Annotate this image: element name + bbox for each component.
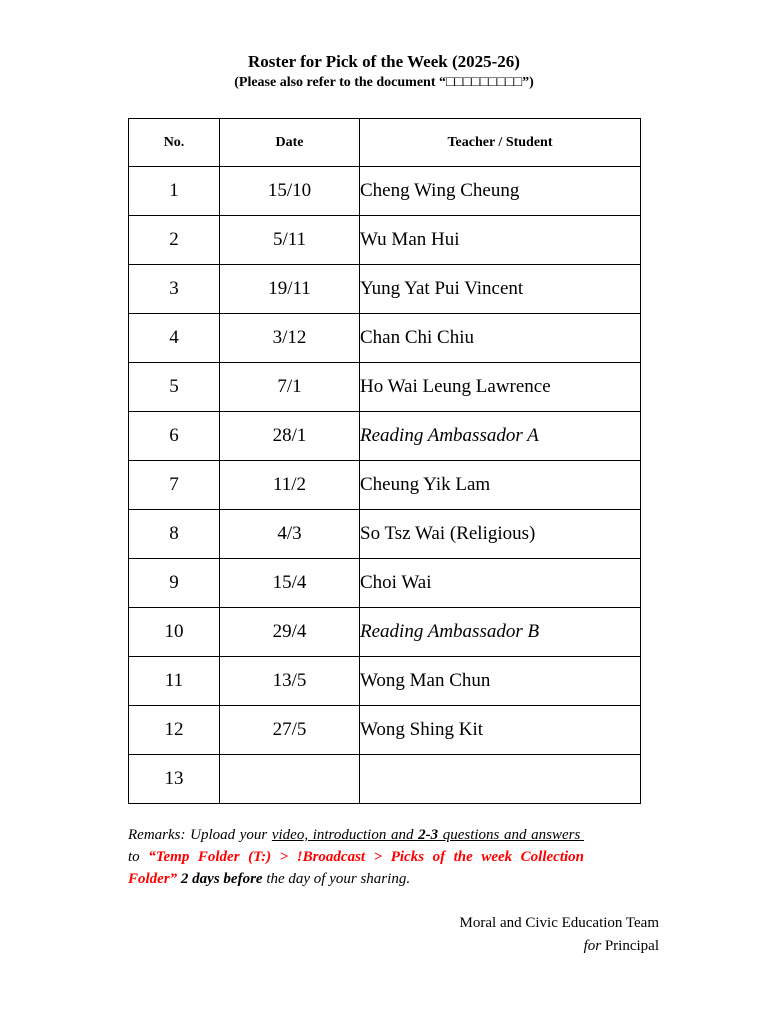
remarks-paragraph (128, 824, 584, 890)
remarks-label: Remarks: (128, 827, 186, 843)
cell-name: Wong Man Chun (360, 657, 641, 706)
cell-name: Chan Chi Chiu (360, 314, 641, 363)
table-row (129, 412, 641, 461)
cell-date: 7/1 (220, 363, 360, 412)
cell-name: Wong Shing Kit (360, 706, 641, 755)
cell-date: 19/11 (220, 265, 360, 314)
cell-name (360, 755, 641, 804)
cell-date: 15/10 (220, 167, 360, 216)
cell-name: Reading Ambassador B (360, 608, 641, 657)
cell-no: 11 (129, 657, 220, 706)
table-row (129, 461, 641, 510)
cell-date: 15/4 (220, 559, 360, 608)
cell-date: 13/5 (220, 657, 360, 706)
cell-name: Ho Wai Leung Lawrence (360, 363, 641, 412)
cell-date: 29/4 (220, 608, 360, 657)
team-name: Moral and Civic Education Team (459, 915, 659, 931)
table-row (129, 314, 641, 363)
cell-no: 9 (129, 559, 220, 608)
cell-no: 2 (129, 216, 220, 265)
cell-no: 1 (129, 167, 220, 216)
remarks-item-b: 2-3 (418, 827, 439, 843)
cell-no: 4 (129, 314, 220, 363)
cell-date: 27/5 (220, 706, 360, 755)
cell-no: 13 (129, 755, 220, 804)
table-row (129, 167, 641, 216)
cell-name: Reading Ambassador A (360, 412, 641, 461)
cell-date: 5/11 (220, 216, 360, 265)
table-row (129, 559, 641, 608)
table-row (129, 657, 641, 706)
cell-name: Wu Man Hui (360, 216, 641, 265)
cell-no: 12 (129, 706, 220, 755)
cell-name: Choi Wai (360, 559, 641, 608)
for-principal-line (300, 935, 659, 958)
table-header-row (129, 119, 641, 167)
table-row (129, 510, 641, 559)
page-title: Roster for Pick of the Week (2025-26) (248, 52, 520, 71)
principal-word: Principal (604, 938, 659, 954)
table-row (129, 216, 641, 265)
cell-name: Cheung Yik Lam (360, 461, 641, 510)
cell-no: 6 (129, 412, 220, 461)
cell-date: 28/1 (220, 412, 360, 461)
remarks-folder-path: “Temp Folder (T:) > !Broadcast > Picks of the week Collection Folder” (128, 849, 585, 887)
cell-no: 8 (129, 510, 220, 559)
cell-no: 10 (129, 608, 220, 657)
cell-date: 11/2 (220, 461, 360, 510)
remarks-tail: the day of your sharing. (266, 871, 411, 887)
table-row (129, 265, 641, 314)
cell-date: 3/12 (220, 314, 360, 363)
cell-date: 4/3 (220, 510, 360, 559)
cell-no: 7 (129, 461, 220, 510)
cell-no: 3 (129, 265, 220, 314)
table-row (129, 363, 641, 412)
cell-date (220, 755, 360, 804)
remarks-upload: Upload your (190, 827, 268, 843)
remarks-item-c: questions and answers (442, 827, 581, 843)
roster-table (128, 118, 641, 804)
table-row (129, 755, 641, 804)
column-header-teacher-student: Teacher / Student (360, 119, 641, 167)
cell-name: Yung Yat Pui Vincent (360, 265, 641, 314)
cell-name: So Tsz Wai (Religious) (360, 510, 641, 559)
remarks-to: to (128, 849, 140, 865)
for-word: for (583, 938, 602, 954)
table-row (129, 706, 641, 755)
remarks-deadline: 2 days before (180, 871, 263, 887)
column-header-date: Date (220, 119, 360, 167)
remarks-item-a: video, introduction and (271, 827, 414, 843)
column-header-no: No. (129, 119, 220, 167)
cell-no: 5 (129, 363, 220, 412)
signature-block (300, 912, 659, 958)
table-row (129, 608, 641, 657)
page-subtitle: (Please also refer to the document “□□□□□□□□□”) (234, 75, 534, 90)
cell-name: Cheng Wing Cheung (360, 167, 641, 216)
